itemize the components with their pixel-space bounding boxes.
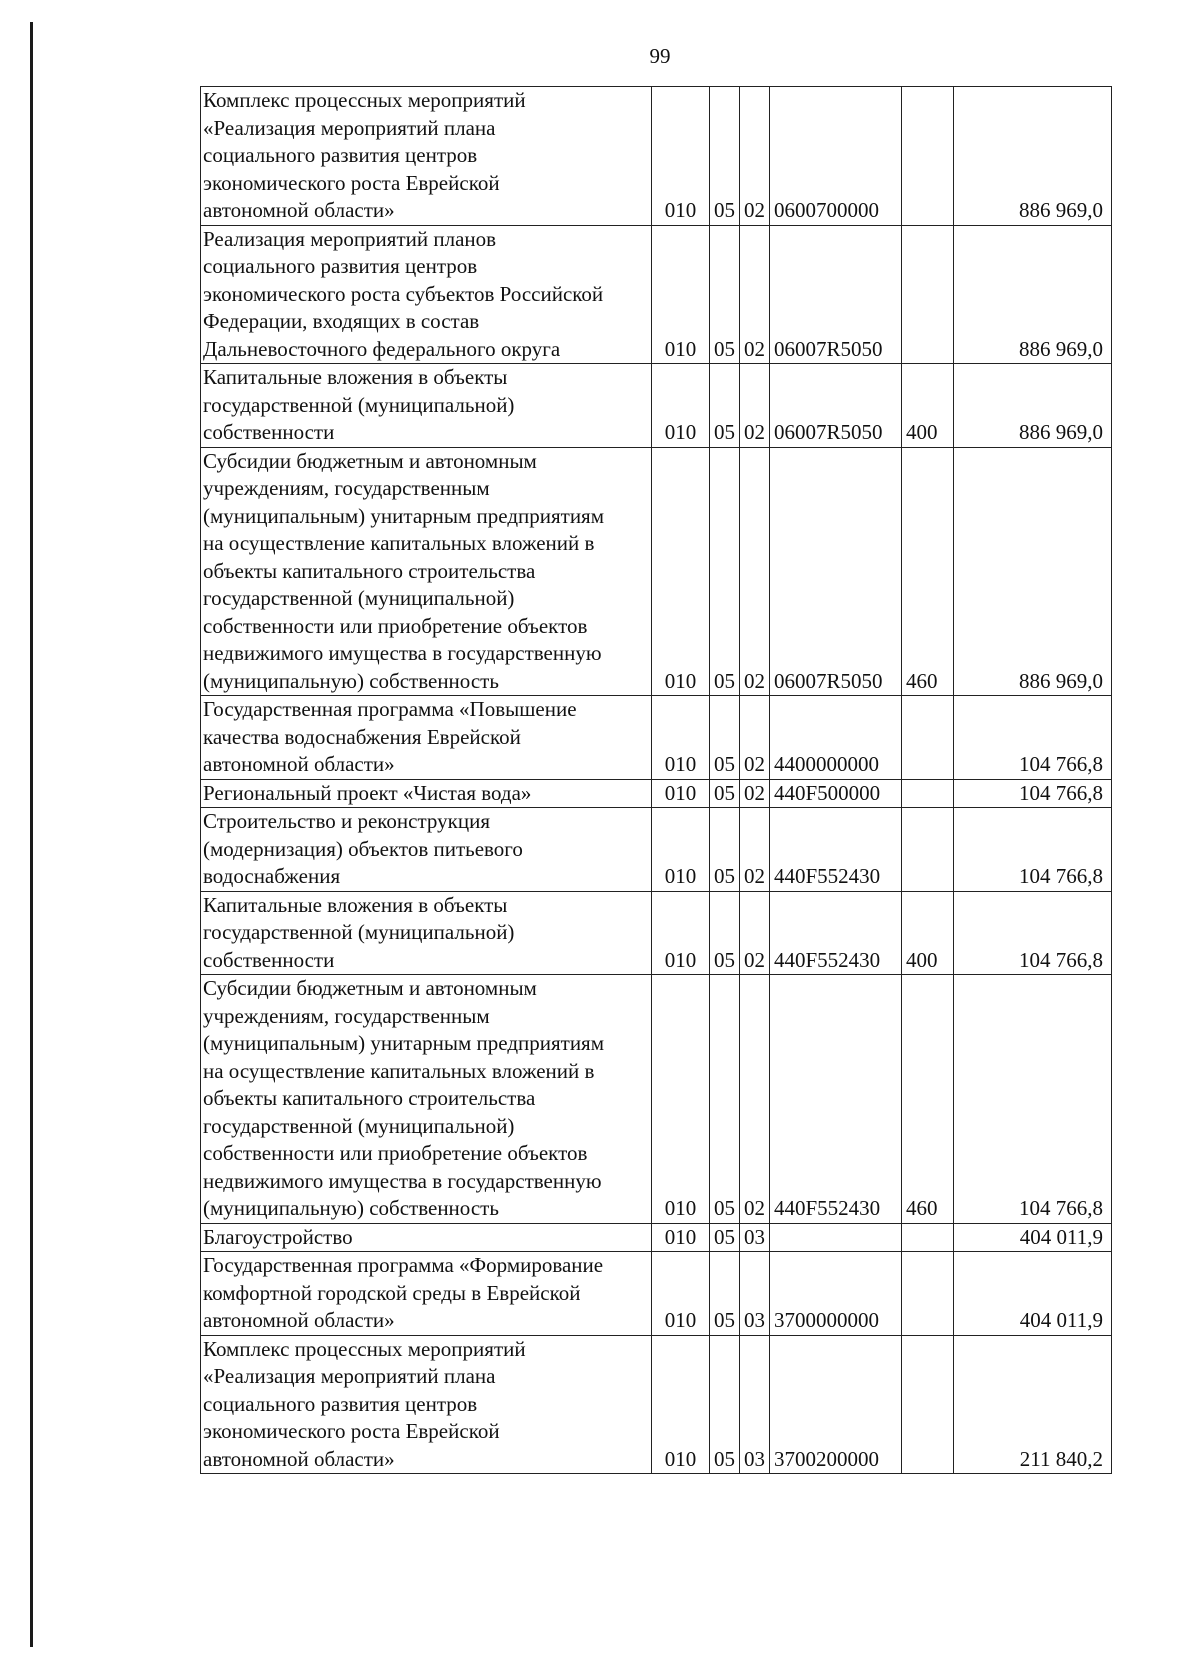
row-name-line: собственности	[203, 420, 335, 444]
row-name-line: социального развития центров	[203, 1391, 478, 1416]
row-name-line: Субсидии бюджетным и автономным	[203, 976, 537, 1000]
row-name-cell	[201, 1335, 652, 1474]
ministry-code-cell: 010	[652, 696, 710, 780]
row-name-line: экономического роста субъектов Российской	[203, 281, 604, 306]
row-name-line: Федерации, входящих в состав	[203, 309, 480, 333]
subsection-code-cell: 02	[740, 87, 770, 226]
row-name-line: экономического роста Еврейской	[203, 1419, 500, 1443]
section-code-cell: 05	[710, 447, 740, 696]
row-name-line: на осуществление капитальных вложений в	[203, 1058, 595, 1083]
row-name-line: государственной (муниципальной)	[203, 586, 515, 610]
expense-type-cell	[902, 808, 954, 892]
expense-type-cell: 460	[902, 975, 954, 1224]
row-name-line: Дальневосточного федерального округа	[203, 336, 561, 361]
row-name-line: Государственная программа «Формирование	[203, 1253, 604, 1277]
target-code-cell: 06007R5050	[770, 447, 902, 696]
amount-cell: 404 011,9	[954, 1252, 1112, 1336]
row-name-line: социального развития центров	[203, 254, 478, 278]
row-name-line: собственности или приобретение объектов	[203, 1141, 588, 1165]
row-name-line: автономной области»	[203, 1446, 395, 1471]
subsection-code-cell: 02	[740, 696, 770, 780]
target-code-cell: 0600700000	[770, 87, 902, 226]
table-row	[201, 1335, 1112, 1474]
row-name-line: (муниципальным) унитарным предприятиям	[203, 503, 604, 528]
table-row	[201, 1252, 1112, 1336]
ministry-code-cell: 010	[652, 87, 710, 226]
subsection-code-cell: 02	[740, 808, 770, 892]
subsection-code-cell: 02	[740, 975, 770, 1224]
row-name-cell	[201, 1223, 652, 1252]
table-row	[201, 87, 1112, 226]
section-code-cell: 05	[710, 891, 740, 975]
amount-cell: 104 766,8	[954, 891, 1112, 975]
amount-cell: 886 969,0	[954, 447, 1112, 696]
amount-cell: 104 766,8	[954, 975, 1112, 1224]
row-name-line: Комплекс процессных мероприятий	[203, 88, 526, 112]
amount-cell: 104 766,8	[954, 808, 1112, 892]
row-name-line: экономического роста Еврейской	[203, 170, 500, 195]
section-code-cell: 05	[710, 779, 740, 808]
target-code-cell	[770, 1223, 902, 1252]
row-name-line: (муниципальным) унитарным предприятиям	[203, 1031, 604, 1055]
section-code-cell: 05	[710, 975, 740, 1224]
subsection-code-cell: 02	[740, 779, 770, 808]
row-name-line: Капитальные вложения в объекты	[203, 892, 508, 917]
subsection-code-cell: 02	[740, 447, 770, 696]
section-code-cell: 05	[710, 1252, 740, 1336]
row-name-line: качества водоснабжения Еврейской	[203, 724, 521, 749]
row-name-line: (модернизация) объектов питьевого	[203, 836, 523, 861]
page-number: 99	[649, 44, 671, 68]
section-code-cell: 05	[710, 364, 740, 448]
target-code-cell: 440F552430	[770, 891, 902, 975]
row-name-cell	[201, 696, 652, 780]
row-name-line: «Реализация мероприятий плана	[203, 115, 496, 140]
expense-type-cell	[902, 779, 954, 808]
table-row	[201, 975, 1112, 1224]
row-name-line: комфортной городской среды в Еврейской	[203, 1280, 581, 1305]
ministry-code-cell: 010	[652, 975, 710, 1224]
ministry-code-cell: 010	[652, 1252, 710, 1336]
section-code-cell: 05	[710, 87, 740, 226]
table-row	[201, 447, 1112, 696]
row-name-cell	[201, 1252, 652, 1336]
row-name-line: Субсидии бюджетным и автономным	[203, 448, 537, 473]
target-code-cell: 4400000000	[770, 696, 902, 780]
row-name-line: Капитальные вложения в объекты	[203, 365, 508, 389]
row-name-line: учреждениям, государственным	[203, 1003, 490, 1028]
table-row	[201, 1223, 1112, 1252]
ministry-code-cell: 010	[652, 364, 710, 448]
row-name-cell	[201, 975, 652, 1224]
subsection-code-cell: 03	[740, 1223, 770, 1252]
section-code-cell: 05	[710, 1223, 740, 1252]
ministry-code-cell: 010	[652, 808, 710, 892]
target-code-cell: 06007R5050	[770, 364, 902, 448]
ministry-code-cell: 010	[652, 447, 710, 696]
table-row	[201, 808, 1112, 892]
expense-type-cell: 400	[902, 364, 954, 448]
expense-type-cell	[902, 696, 954, 780]
table-body	[201, 87, 1112, 1474]
row-name-cell	[201, 779, 652, 808]
binding-line	[30, 22, 33, 1647]
row-name-line: Строительство и реконструкция	[203, 809, 490, 833]
row-name-line: объекты капитального строительства	[203, 1086, 536, 1110]
row-name-line: Региональный проект «Чистая вода»	[203, 780, 532, 805]
ministry-code-cell: 010	[652, 1223, 710, 1252]
row-name-cell	[201, 447, 652, 696]
subsection-code-cell: 02	[740, 891, 770, 975]
row-name-cell	[201, 225, 652, 364]
row-name-line: водоснабжения	[203, 864, 341, 888]
target-code-cell: 06007R5050	[770, 225, 902, 364]
row-name-cell	[201, 891, 652, 975]
expense-type-cell: 460	[902, 447, 954, 696]
ministry-code-cell: 010	[652, 891, 710, 975]
row-name-cell	[201, 87, 652, 226]
subsection-code-cell: 02	[740, 225, 770, 364]
target-code-cell: 440F552430	[770, 808, 902, 892]
row-name-line: государственной (муниципальной)	[203, 920, 515, 944]
amount-cell: 886 969,0	[954, 87, 1112, 226]
target-code-cell: 3700200000	[770, 1335, 902, 1474]
amount-cell: 211 840,2	[954, 1335, 1112, 1474]
table-row	[201, 696, 1112, 780]
amount-cell: 886 969,0	[954, 225, 1112, 364]
section-code-cell: 05	[710, 696, 740, 780]
ministry-code-cell: 010	[652, 779, 710, 808]
expense-type-cell	[902, 1223, 954, 1252]
subsection-code-cell: 03	[740, 1335, 770, 1474]
amount-cell: 404 011,9	[954, 1223, 1112, 1252]
row-name-line: собственности или приобретение объектов	[203, 613, 588, 638]
row-name-line: автономной области»	[203, 198, 395, 222]
target-code-cell: 440F552430	[770, 975, 902, 1224]
row-name-line: социального развития центров	[203, 143, 478, 167]
row-name-line: на осуществление капитальных вложений в	[203, 531, 595, 555]
row-name-line: государственной (муниципальной)	[203, 1113, 515, 1138]
row-name-line: недвижимого имущества в государственную	[203, 1168, 602, 1193]
row-name-line: (муниципальную) собственность	[203, 668, 499, 693]
row-name-line: Реализация мероприятий планов	[203, 226, 497, 251]
ministry-code-cell: 010	[652, 225, 710, 364]
row-name-line: Благоустройство	[203, 1224, 353, 1249]
row-name-line: (муниципальную) собственность	[203, 1196, 499, 1220]
row-name-line: государственной (муниципальной)	[203, 392, 515, 417]
amount-cell: 886 969,0	[954, 364, 1112, 448]
target-code-cell: 3700000000	[770, 1252, 902, 1336]
row-name-cell	[201, 808, 652, 892]
section-code-cell: 05	[710, 225, 740, 364]
row-name-line: собственности	[203, 947, 335, 972]
target-code-cell: 440F500000	[770, 779, 902, 808]
table-row	[201, 225, 1112, 364]
section-code-cell: 05	[710, 808, 740, 892]
expense-type-cell	[902, 1335, 954, 1474]
row-name-cell	[201, 364, 652, 448]
amount-cell: 104 766,8	[954, 696, 1112, 780]
budget-table	[200, 86, 1112, 1474]
row-name-line: «Реализация мероприятий плана	[203, 1364, 496, 1388]
row-name-line: учреждениям, государственным	[203, 476, 490, 500]
table-row	[201, 891, 1112, 975]
expense-type-cell: 400	[902, 891, 954, 975]
subsection-code-cell: 03	[740, 1252, 770, 1336]
expense-type-cell	[902, 1252, 954, 1336]
expense-type-cell	[902, 225, 954, 364]
table-row	[201, 364, 1112, 448]
amount-cell: 104 766,8	[954, 779, 1112, 808]
row-name-line: объекты капитального строительства	[203, 558, 536, 583]
row-name-line: Комплекс процессных мероприятий	[203, 1336, 526, 1361]
row-name-line: автономной области»	[203, 1308, 395, 1332]
row-name-line: недвижимого имущества в государственную	[203, 641, 602, 665]
ministry-code-cell: 010	[652, 1335, 710, 1474]
row-name-line: Государственная программа «Повышение	[203, 697, 577, 721]
section-code-cell: 05	[710, 1335, 740, 1474]
expense-type-cell	[902, 87, 954, 226]
table-row	[201, 779, 1112, 808]
row-name-line: автономной области»	[203, 752, 395, 776]
subsection-code-cell: 02	[740, 364, 770, 448]
